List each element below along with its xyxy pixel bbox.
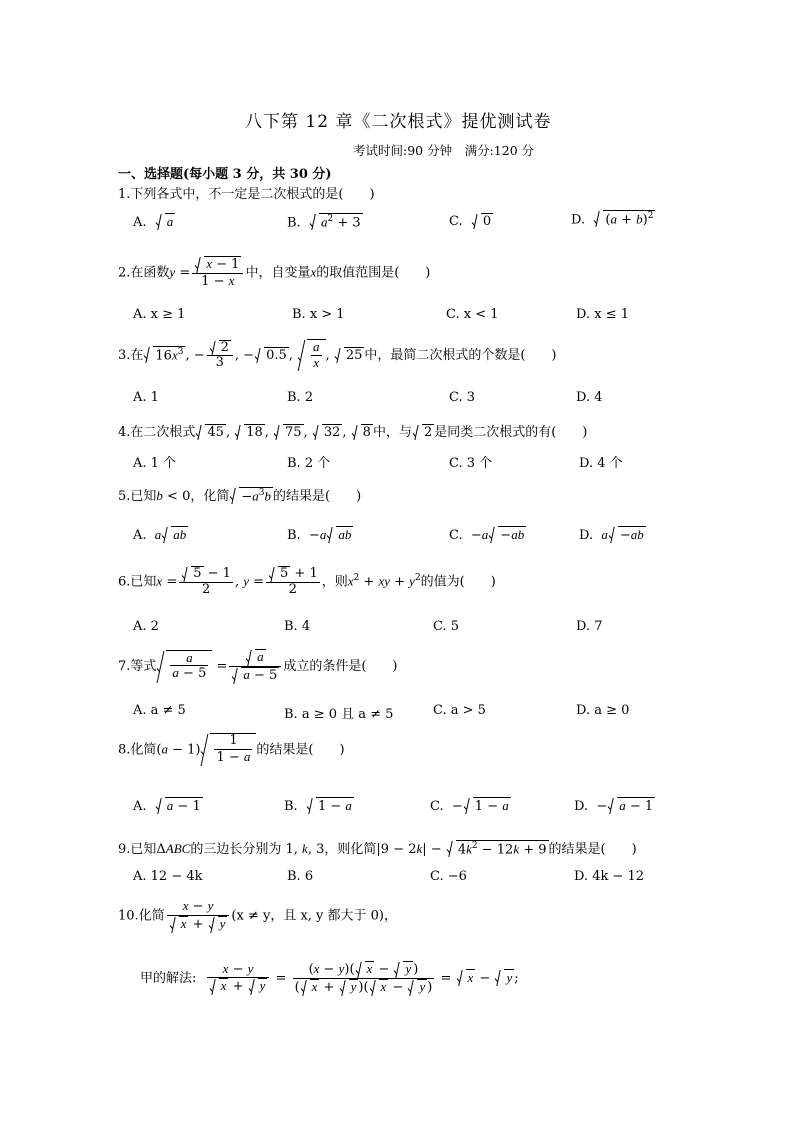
question-5-stem: 5.已知b < 0，化简 $-a^3b$ 的结果是( ) [118,487,362,504]
q7-option-a[interactable]: A. a ≠ 5 [133,703,186,718]
section-heading: 一、选择题(每小题 3 分，共 30 分) [118,167,332,182]
question-2-stem: 2.在函数y = $\frac{x - 1}{1 - x}$ 中，自变量x的取值范围是( ) [118,256,431,289]
q2-option-a[interactable]: A. x ≥ 1 [133,307,186,322]
q4-option-b[interactable]: B. 2 个 [287,456,331,471]
q8-option-b[interactable]: B. 1 − a [284,798,352,814]
question-3-stem: 3.在 $16x^3$ , − $\frac{2}{3}$ , − 0.5 , $\frac{a}{x}$ , 25 中，最简二次根式的个数是( ) [118,339,557,371]
q6-option-b[interactable]: B. 4 [284,619,311,634]
q5-option-c[interactable]: C. −a −ab [449,527,525,543]
q2-option-d[interactable]: D. x ≤ 1 [576,307,629,322]
q4-option-d[interactable]: D. 4 个 [579,456,623,471]
q2-option-c[interactable]: C. x < 1 [446,307,499,322]
q6-option-d[interactable]: D. 7 [576,619,603,634]
q1-option-a[interactable]: A. a [133,214,174,230]
q9-option-b[interactable]: B. 6 [287,869,314,884]
page-title: 八下第 12 章《二次根式》提优测试卷 [245,112,552,132]
q9-option-a[interactable]: A. 12 − 4k [133,869,203,884]
question-7-stem: 7.等式 $\frac{a}{a - 5}$ = $\frac{a}{a - 5}$ 成立的条件是( ) [118,649,398,683]
q3-option-d[interactable]: D. 4 [576,390,603,405]
question-8-stem: 8.化简(a − 1) $\frac{1}{1 - a}$ 的结果是( ) [118,733,345,765]
q8-option-c[interactable]: C. − 1 − a [430,798,509,814]
q1-option-d[interactable]: D. $(a + b)^2$ [571,211,654,228]
q3-option-c[interactable]: C. 3 [449,390,476,405]
q5-option-b[interactable]: B. −a ab [287,527,352,543]
q8-option-d[interactable]: D. − a − 1 [574,798,654,814]
question-4-stem: 4.在二次根式 45 , 18 , 75 , 32 , 8 中，与 2 是同类二次根式的有( ) [118,425,588,440]
q4-option-c[interactable]: C. 3 个 [449,456,493,471]
solution-a: 甲的解法: $\frac{x - y}{x + y}$ = $\frac{(x - y)( x - y )}{( x + y )( x - y )}$ = x − y ; [140,960,519,995]
q3-option-b[interactable]: B. 2 [287,390,314,405]
q6-option-c[interactable]: C. 5 [433,619,460,634]
q7-option-b[interactable]: B. a ≥ 0 且 a ≠ 5 [284,707,394,722]
question-9-stem: 9.已知ΔABC的三边长分别为 1, k, 3，则化简$|9 - 2k| - 4k^2 - 12k + 9$ 的结果是( ) [118,840,637,857]
q6-option-a[interactable]: A. 2 [133,619,159,634]
question-10-stem: 10.化简 $\frac{x - y}{x + y}$ (x ≠ y，且 x, y 都大于 0)， [118,898,398,932]
q9-option-c[interactable]: C. −6 [430,869,467,884]
q9-option-d[interactable]: D. 4k − 12 [574,869,645,884]
q2-option-b[interactable]: B. x > 1 [292,307,345,322]
q5-option-d[interactable]: D. a −ab [579,527,644,543]
q1-option-c[interactable]: C. 0 [449,214,492,229]
question-6-stem: 6.已知x = $\frac{5 - 1}{2}$ , y = $\frac{5 + 1}{2}$ ，则$x^2$ + xy + $y^2$的值为( ) [118,566,496,597]
question-1-stem: 1.下列各式中，不一定是二次根式的是( ) [118,187,375,202]
exam-info: 考试时间:90 分钟 满分:120 分 [353,143,535,158]
q3-option-a[interactable]: A. 1 [133,390,159,405]
q7-option-c[interactable]: C. a > 5 [433,703,486,718]
q1-option-b[interactable]: B. $a^2 + 3$ [287,214,361,231]
q7-option-d[interactable]: D. a ≥ 0 [576,703,630,718]
q4-option-a[interactable]: A. 1 个 [133,456,177,471]
q5-option-a[interactable]: A. a ab [133,527,187,543]
q8-option-a[interactable]: A. a − 1 [133,798,201,814]
